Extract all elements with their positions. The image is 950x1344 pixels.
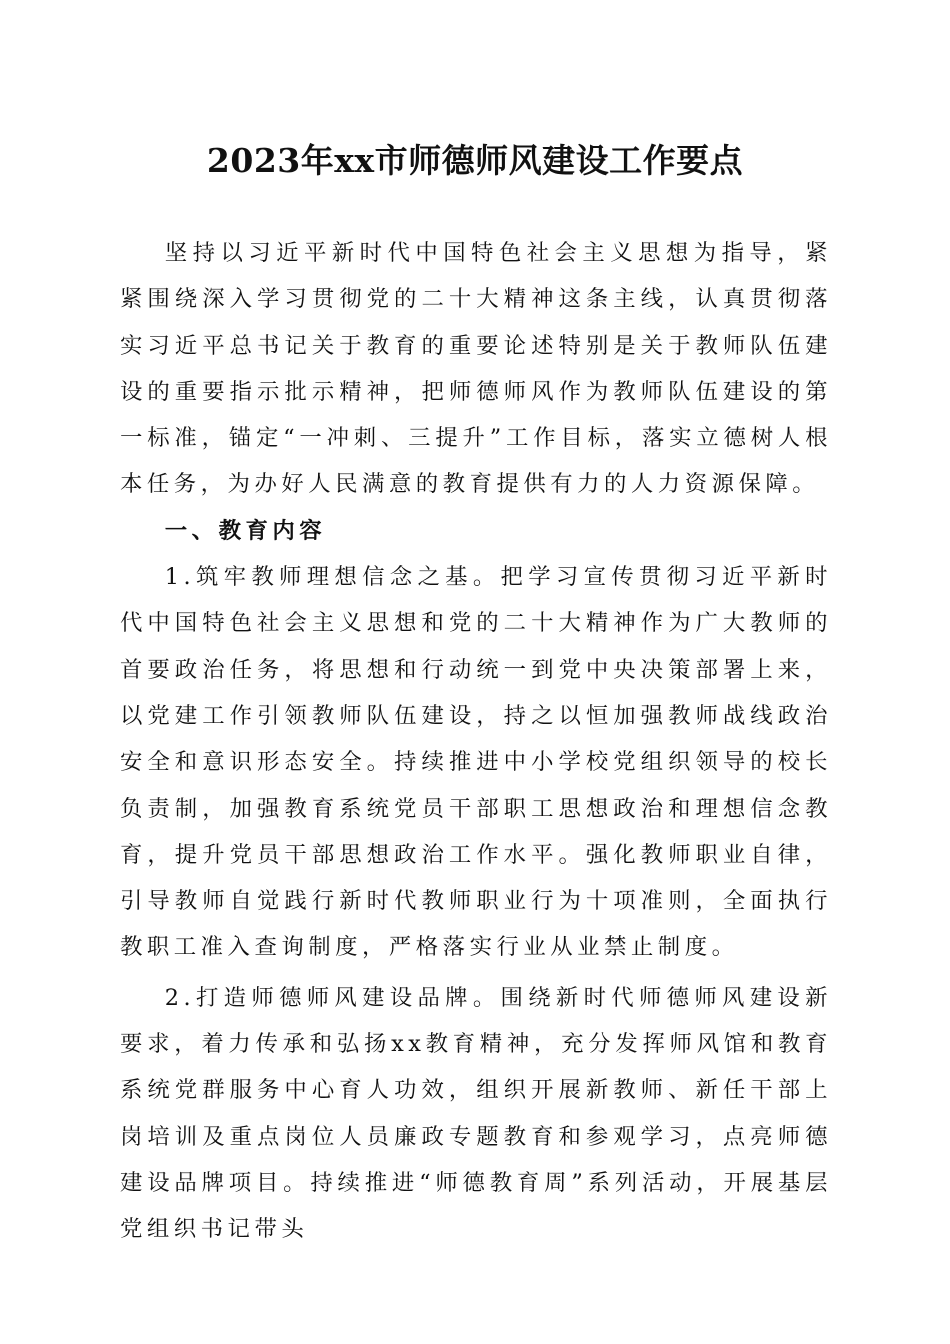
document-title: 2023年xx市师德师风建设工作要点 bbox=[206, 141, 744, 180]
document-body bbox=[120, 230, 832, 1253]
item-paragraph-1: 1.筑牢教师理想信念之基。把学习宣传贯彻习近平新时代中国特色社会主义思想和党的二十大精神作为广大教师的首要政治任务，将思想和行动统一到党中央决策部署上来，以党建工作引领教师队伍建设，持之以恒加强教师战线政治安全和意识形态安全。持续推进中小学校党组织领导的校长负责制，加强教育系统党员干部职工思想政治和理想信念教育，提升党员干部思想政治工作水平。强化教师职业自律，引导教师自觉践行新时代教师职业行为十项准则，全面执行教职工准入查询制度，严格落实行业从业禁止制度。 bbox=[120, 564, 832, 961]
item-paragraph-2: 2.打造师德师风建设品牌。围绕新时代师德师风建设新要求，着力传承和弘扬xx教育精神，充分发挥师风馆和教育系统党群服务中心育人功效，组织开展新教师、新任干部上岗培训及重点岗位人员廉政专题教育和参观学习，点亮师德建设品牌项目。持续推进“师德教育周”系列活动，开展基层党组织书记带头 bbox=[120, 984, 832, 1243]
section-heading-education-content: 一、教育内容 bbox=[164, 517, 327, 544]
intro-paragraph: 坚持以习近平新时代中国特色社会主义思想为指导，紧紧围绕深入学习贯彻党的二十大精神这条主线，认真贯彻落实习近平总书记关于教育的重要论述特别是关于教师队伍建设的重要指示批示精神，把师德师风作为教师队伍建设的第一标准，锚定“一冲刺、三提升”工作目标，落实立德树人根本任务，为办好人民满意的教育提供有力的人力资源保障。 bbox=[120, 240, 832, 498]
